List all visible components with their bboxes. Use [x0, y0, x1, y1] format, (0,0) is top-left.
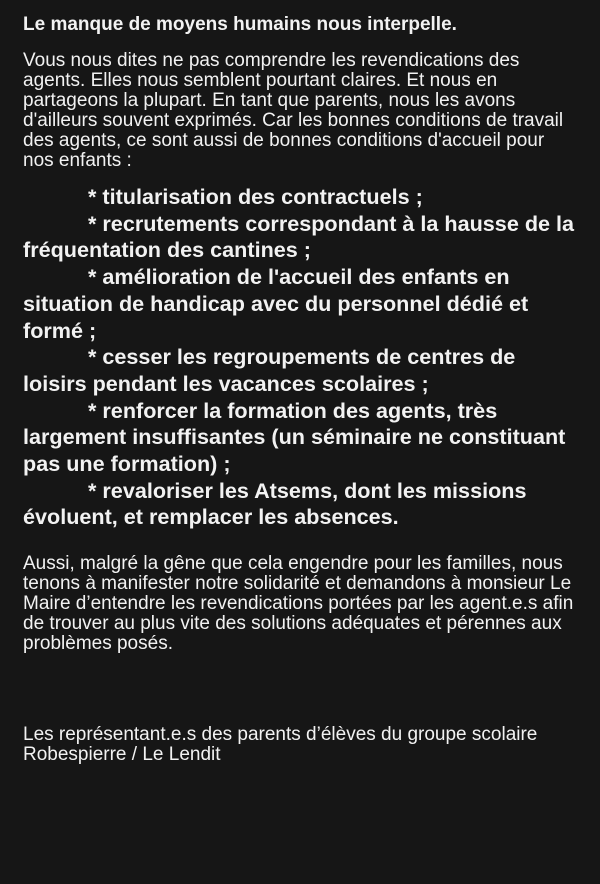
- demand-item: * renforcer la formation des agents, très largement insuffisantes (un séminaire ne constituant pas une formation) ;: [23, 397, 566, 477]
- signature: Les représentant.e.s des parents d’élèves du groupe scolaire Robespierre / Le Lendit: [23, 724, 538, 766]
- demand-item: * amélioration de l'accueil des enfants en situation de handicap avec du personnel dédié et formé ;: [23, 264, 529, 343]
- demand-item: * cesser les regroupements de centres de loisirs pendant les vacances scolaires ;: [23, 344, 516, 396]
- letter-heading: Le manque de moyens humains nous interpelle.: [23, 14, 457, 35]
- demands-list: [23, 184, 580, 531]
- conclusion-paragraph: Aussi, malgré la gêne que cela engendre pour les familles, nous tenons à manifester notre solidarité et demandons à monsieur Le Maire d’entendre les revendications portées par les agent.e.s afin de trouver au plus vite des solutions adéquates et pérennes aux problèmes posés.: [23, 553, 574, 655]
- demand-item: * recrutements correspondant à la hausse de la fréquentation des cantines ;: [23, 210, 575, 263]
- demand-item: * revaloriser les Atsems, dont les missions évoluent, et remplacer les absences.: [23, 477, 527, 530]
- demand-item: * titularisation des contractuels ;: [88, 184, 423, 209]
- intro-paragraph: Vous nous dites ne pas comprendre les revendications des agents. Elles nous semblent pourtant claires. Et nous en partageons la plupart. En tant que parents, nous les avons d'ailleurs souvent exprimés. Car les bonnes conditions de travail des agents, ce sont aussi de bonnes conditions d'accueil pour nos enfants :: [23, 50, 564, 171]
